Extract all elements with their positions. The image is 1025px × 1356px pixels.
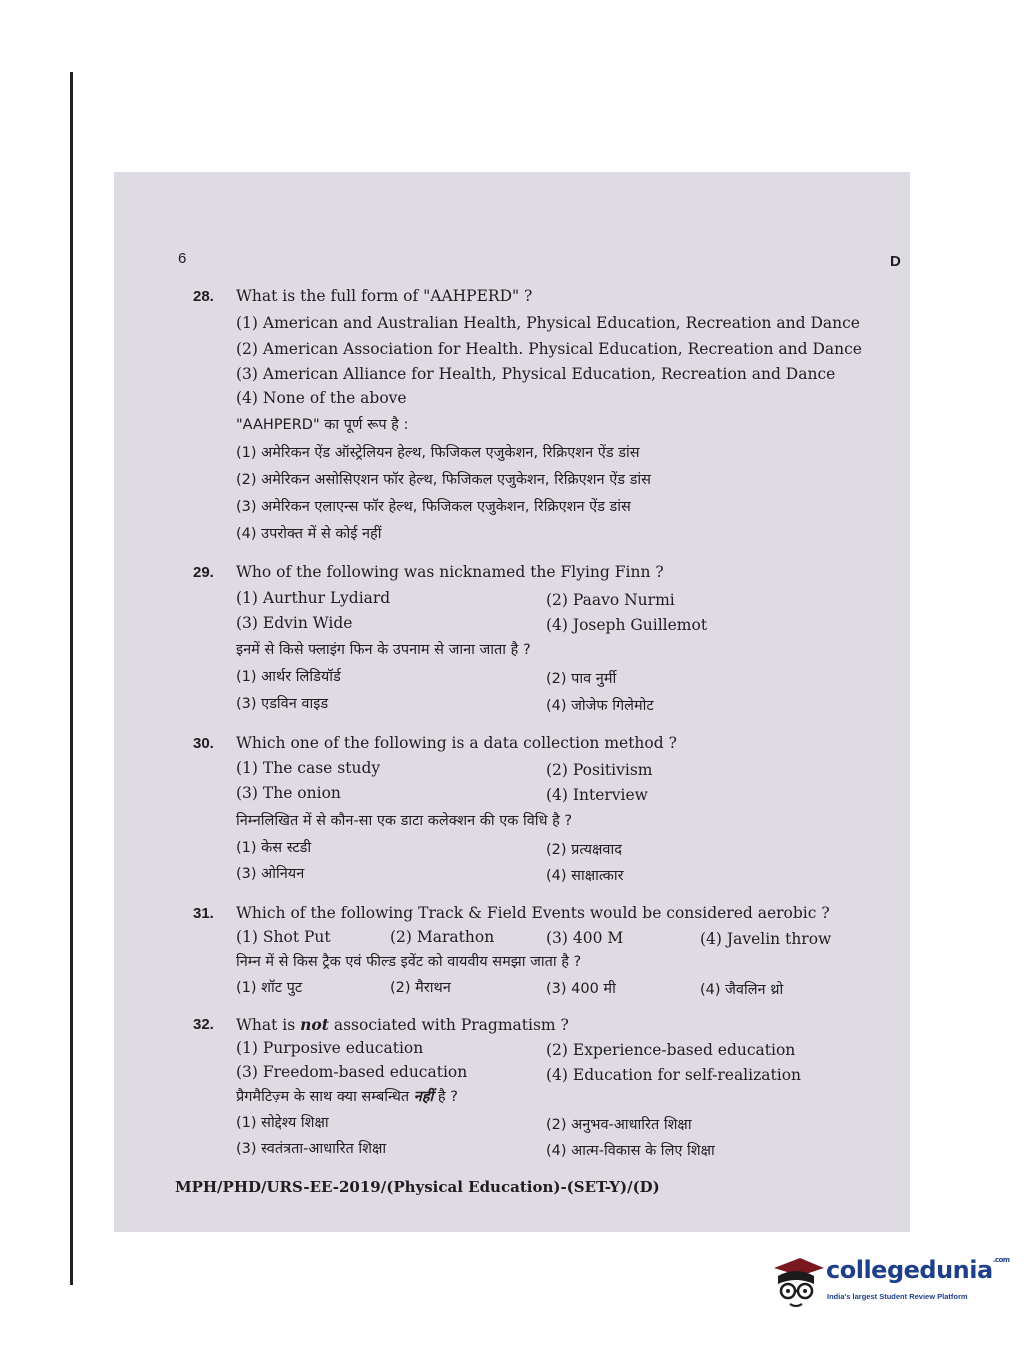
collegedunia-logo[interactable]	[766, 1250, 1010, 1310]
question-text-en: What is the full form of "AAHPERD" ?	[236, 287, 533, 305]
option-en: (2) Positivism	[546, 761, 653, 779]
option-en: (3) 400 M	[546, 929, 624, 947]
option-en: (4) Javelin throw	[700, 930, 832, 948]
option-en: (2) Paavo Nurmi	[546, 591, 675, 609]
question-number: 32.	[193, 1016, 214, 1033]
option-hi: (3) स्वतंत्रता-आधारित शिक्षा	[236, 1141, 387, 1157]
option-hi: (4) साक्षात्कार	[546, 868, 624, 884]
question-text-hi: "AAHPERD" का पूर्ण रूप है :	[236, 417, 409, 433]
option-en: (4) Joseph Guillemot	[546, 616, 708, 634]
option-en: (1) Shot Put	[236, 928, 331, 946]
page-number: 6	[178, 250, 187, 267]
question-number: 28.	[193, 288, 214, 305]
question-text-en: Which of the following Track & Field Events would be considered aerobic ?	[236, 904, 830, 922]
option-hi: (4) जैवलिन थ्रो	[700, 982, 784, 998]
option-en: (2) Experience-based education	[546, 1041, 796, 1059]
option-hi: (1) सोद्देश्य शिक्षा	[236, 1115, 329, 1131]
option-en: (1) Purposive education	[236, 1039, 424, 1057]
option-hi: (1) केस स्टडी	[236, 840, 312, 856]
option-hi: (4) जोजेफ गिलेमोट	[546, 698, 654, 714]
option-hi: (4) आत्म-विकास के लिए शिक्षा	[546, 1143, 715, 1159]
option-en: (3) American Alliance for Health, Physical Education, Recreation and Dance	[236, 365, 836, 383]
option-en: (2) American Association for Health. Physical Education, Recreation and Dance	[236, 340, 862, 358]
logo-wordmark: collegedunia$^{.com}$	[826, 1256, 1010, 1284]
option-en: (4) None of the above	[236, 389, 407, 407]
paper-code-footer: MPH/PHD/URS-EE-2019/(Physical Education)-(SET-Y)/(D)	[175, 1178, 660, 1196]
option-hi: (3) अमेरिकन एलाएन्स फॉर हेल्थ, फिजिकल एजुकेशन, रिक्रिएशन ऐंड डांस	[236, 499, 631, 515]
question-text-en: What is not associated with Pragmatism ?	[236, 1015, 569, 1034]
mascot-icon	[766, 1250, 826, 1310]
option-hi: (1) शॉट पुट	[236, 980, 303, 996]
option-hi: (1) अमेरिकन ऐंड ऑस्ट्रेलियन हेल्थ, फिजिकल एजुकेशन, रिक्रिएशन ऐंड डांस	[236, 445, 640, 461]
option-en: (4) Education for self-realization	[546, 1066, 802, 1084]
option-en: (4) Interview	[546, 786, 648, 804]
question-text-en: Which one of the following is a data collection method ?	[236, 734, 677, 752]
option-en: (1) Aurthur Lydiard	[236, 589, 391, 607]
logo-tagline: India's largest Student Review Platform	[827, 1292, 968, 1301]
question-text-hi: इनमें से किसे फ्लाइंग फिन के उपनाम से जाना जाता है ?	[236, 642, 531, 658]
option-hi: (2) मैराथन	[390, 980, 451, 996]
option-hi: (4) उपरोक्त में से कोई नहीं	[236, 526, 382, 542]
option-hi: (2) अमेरिकन असोसिएशन फॉर हेल्थ, फिजिकल एजुकेशन, रिक्रिएशन ऐंड डांस	[236, 472, 651, 488]
question-number: 31.	[193, 905, 214, 922]
question-text-hi: निम्न में से किस ट्रैक एवं फील्ड इवेंट को वायवीय समझा जाता है ?	[236, 954, 582, 970]
option-hi: (2) अनुभव-आधारित शिक्षा	[546, 1117, 692, 1133]
option-en: (3) Edvin Wide	[236, 614, 353, 632]
option-en: (3) Freedom-based education	[236, 1063, 468, 1081]
option-hi: (1) आर्थर लिडियॉर्ड	[236, 669, 341, 685]
question-text-hi: प्रैगमैटिज़्म के साथ क्या सम्बन्धित नहीं है ?	[236, 1089, 458, 1105]
option-hi: (3) 400 मी	[546, 981, 616, 997]
option-en: (2) Marathon	[390, 928, 495, 946]
option-en: (1) American and Australian Health, Physical Education, Recreation and Dance	[236, 314, 860, 332]
question-text-hi: निम्नलिखित में से कौन-सा एक डाटा कलेक्शन की एक विधि है ?	[236, 813, 573, 829]
scan-border	[70, 72, 73, 1285]
option-hi: (2) प्रत्यक्षवाद	[546, 842, 622, 858]
question-number: 29.	[193, 564, 214, 581]
option-en: (1) The case study	[236, 759, 381, 777]
option-hi: (3) एडविन वाइड	[236, 696, 329, 712]
question-text-en: Who of the following was nicknamed the Flying Finn ?	[236, 563, 664, 581]
set-code: D	[890, 253, 901, 270]
option-en: (3) The onion	[236, 784, 341, 802]
question-number: 30.	[193, 735, 214, 752]
option-hi: (2) पाव नुर्मी	[546, 671, 617, 687]
option-hi: (3) ओनियन	[236, 866, 305, 882]
